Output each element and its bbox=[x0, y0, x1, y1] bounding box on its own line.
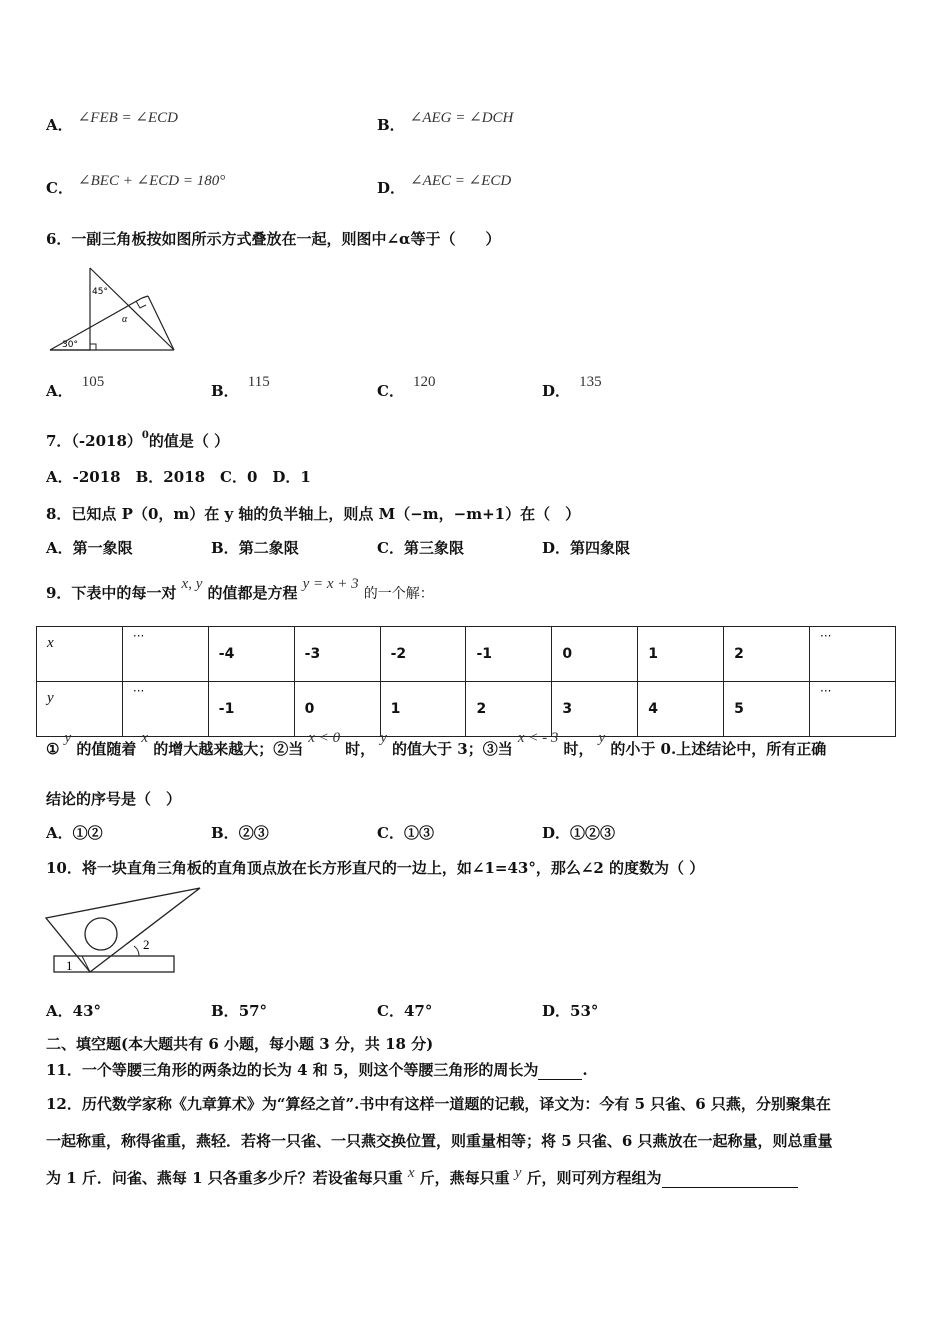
table-cell: 0 bbox=[552, 627, 638, 682]
table-row bbox=[37, 682, 896, 737]
table-row bbox=[37, 627, 896, 682]
q12-stem-line1: 12．历代数学家称《九章算术》为“算经之首”.书中有这样一道题的记载，译文为：今有 5 只雀、6 只燕，分别聚集在 bbox=[46, 1095, 831, 1113]
q5-option-d[interactable] bbox=[377, 173, 512, 198]
q6-option-d[interactable] bbox=[542, 374, 602, 401]
q9-variables: x, y bbox=[181, 576, 203, 592]
q9-option-b[interactable] bbox=[211, 822, 269, 843]
q9-stem-text-2: 的值都是方程 bbox=[207, 584, 298, 602]
table-cell: -1 bbox=[208, 682, 294, 737]
q7-stem-text: 7．（-2018） bbox=[46, 432, 142, 450]
q7-stem-tail: 的值是（ ） bbox=[148, 432, 230, 450]
option-value: 47° bbox=[403, 1002, 433, 1020]
option-expression: ∠BEC + ∠ECD = 180° bbox=[78, 173, 226, 189]
q12-stem-line2: 一起称重，称得雀重，燕轻．若将一只雀、一只燕交换位置，则重量相等；将 5 只雀、6 只燕放在一起称量，则总重量 bbox=[46, 1132, 833, 1150]
q10-option-a[interactable] bbox=[46, 1000, 101, 1021]
var-y: y bbox=[514, 1165, 522, 1181]
option-letter: B． bbox=[211, 824, 239, 842]
q9-equation: y = x + 3 bbox=[302, 576, 359, 592]
q12-text: 斤，燕每只重 bbox=[419, 1169, 510, 1187]
table-cell: 4 bbox=[638, 682, 724, 737]
q8-option-c[interactable] bbox=[377, 537, 464, 558]
option-value: 第四象限 bbox=[570, 539, 631, 557]
condition-expr: x < - 3 bbox=[517, 730, 559, 746]
q10-option-b[interactable] bbox=[211, 1000, 267, 1021]
table-cell: ··· bbox=[810, 627, 896, 682]
angle-30-label: 30° bbox=[62, 340, 78, 350]
q11-stem-tail: . bbox=[582, 1061, 588, 1079]
alpha-label: α bbox=[122, 314, 128, 325]
q6-option-a[interactable] bbox=[46, 374, 105, 401]
statement-text: 的增大越来越大；②当 bbox=[153, 740, 304, 758]
option-letter: B． bbox=[211, 382, 239, 400]
q5-option-a[interactable] bbox=[46, 110, 178, 135]
q9-stem-line2: 结论的序号是（ ） bbox=[46, 790, 182, 808]
option-letter: A． bbox=[46, 824, 73, 842]
table-cell: ··· bbox=[810, 682, 896, 737]
q7-exponent: 0 bbox=[141, 430, 149, 441]
option-letter: D． bbox=[542, 1002, 571, 1020]
table-cell: 1 bbox=[638, 627, 724, 682]
answer-blank[interactable] bbox=[662, 1168, 798, 1188]
statement-text: 的值随着 bbox=[76, 740, 137, 758]
option-value: ②③ bbox=[238, 824, 269, 842]
option-value: 第三象限 bbox=[403, 539, 464, 557]
q8-option-b[interactable] bbox=[211, 537, 299, 558]
var-x: x bbox=[141, 730, 149, 746]
q10-option-d[interactable] bbox=[542, 1000, 598, 1021]
option-letter: A． bbox=[46, 539, 73, 557]
table-cell: 2 bbox=[724, 627, 810, 682]
option-value: 43° bbox=[72, 1002, 102, 1020]
q10-ruler-triangle-figure bbox=[44, 886, 204, 976]
table-cell: -3 bbox=[294, 627, 380, 682]
option-value: 53° bbox=[570, 1002, 599, 1020]
q5-option-b[interactable] bbox=[377, 110, 514, 135]
q9-option-a[interactable] bbox=[46, 822, 103, 843]
q12-stem-line3 bbox=[46, 1167, 798, 1188]
table-cell: 1 bbox=[380, 682, 466, 737]
q11-stem bbox=[46, 1059, 588, 1080]
q9-stem-tail: 的一个解： bbox=[363, 586, 434, 602]
option-letter: D． bbox=[377, 179, 406, 197]
q9-stem-text: 9．下表中的每一对 bbox=[46, 584, 177, 602]
q7-stem bbox=[46, 430, 229, 451]
q6-stem: 6．一副三角板按如图所示方式叠放在一起，则图中∠α等于（ ） bbox=[46, 230, 501, 248]
q10-stem: 10．将一块直角三角板的直角顶点放在长方形直尺的一边上，如∠1=43°，那么∠2 的度数为（ ） bbox=[46, 859, 705, 877]
angle-2-label: 2 bbox=[143, 937, 150, 952]
section-2-title: 二、填空题(本大题共有 6 小题，每小题 3 分，共 18 分) bbox=[46, 1035, 434, 1053]
q7-options[interactable]: A．-2018 B．2018 C．0 D．1 bbox=[46, 468, 311, 486]
option-letter: C． bbox=[377, 1002, 404, 1020]
table-cell: -2 bbox=[380, 627, 466, 682]
statement-text: 时， bbox=[345, 740, 376, 758]
var-y: y bbox=[598, 730, 606, 746]
condition-expr: x < 0 bbox=[308, 730, 341, 746]
var-y: y bbox=[64, 730, 72, 746]
q8-option-a[interactable] bbox=[46, 537, 133, 558]
option-value: 第二象限 bbox=[238, 539, 299, 557]
option-expression: ∠AEG = ∠DCH bbox=[409, 110, 514, 126]
table-cell: ··· bbox=[122, 682, 208, 737]
q5-option-c[interactable] bbox=[46, 173, 226, 198]
answer-blank[interactable] bbox=[538, 1061, 582, 1080]
option-value: ①② bbox=[72, 824, 103, 842]
option-value: 第一象限 bbox=[72, 539, 133, 557]
q6-triangles-figure bbox=[46, 266, 178, 354]
option-expression: ∠AEC = ∠ECD bbox=[410, 173, 512, 189]
option-letter: C． bbox=[46, 179, 73, 197]
angle-1-label: 1 bbox=[66, 958, 73, 973]
q12-text: 为 1 斤．问雀、燕每 1 只各重多少斤？若设雀每只重 bbox=[46, 1169, 403, 1187]
q8-option-d[interactable] bbox=[542, 537, 630, 558]
option-letter: A． bbox=[46, 1002, 73, 1020]
q9-option-d[interactable] bbox=[542, 822, 615, 843]
statement-marker: ① bbox=[46, 740, 60, 758]
option-letter: B． bbox=[211, 539, 239, 557]
option-value: 115 bbox=[247, 374, 270, 390]
table-cell: -4 bbox=[208, 627, 294, 682]
var-y: y bbox=[380, 730, 387, 746]
q9-stem bbox=[46, 576, 434, 603]
table-cell: 5 bbox=[724, 682, 810, 737]
table-header-x: x bbox=[37, 627, 123, 682]
option-value: 120 bbox=[413, 374, 436, 390]
q9-values-table bbox=[36, 626, 896, 737]
option-expression: ∠FEB = ∠ECD bbox=[77, 110, 178, 126]
table-cell: 2 bbox=[466, 682, 552, 737]
q8-stem: 8．已知点 P（0，m）在 y 轴的负半轴上，则点 M（−m，−m+1）在（ ） bbox=[46, 505, 581, 523]
q9-statements bbox=[46, 730, 827, 759]
option-value: ①②③ bbox=[570, 824, 616, 842]
q10-option-c[interactable] bbox=[377, 1000, 432, 1021]
table-cell: ··· bbox=[122, 627, 208, 682]
option-letter: A． bbox=[46, 116, 73, 134]
statement-text: 的小于 0.上述结论中，所有正确 bbox=[610, 740, 827, 758]
q6-option-b[interactable] bbox=[211, 374, 270, 401]
table-header-y: y bbox=[37, 682, 123, 737]
option-value: ①③ bbox=[403, 824, 434, 842]
q11-stem-text: 11．一个等腰三角形的两条边的长为 4 和 5，则这个等腰三角形的周长为 bbox=[46, 1061, 539, 1079]
angle-45-label: 45° bbox=[92, 287, 108, 297]
option-letter: A． bbox=[46, 382, 73, 400]
statement-text: 时， bbox=[563, 740, 594, 758]
option-letter: C． bbox=[377, 824, 404, 842]
option-letter: D． bbox=[542, 539, 571, 557]
q12-text: 斤，则可列方程组为 bbox=[526, 1169, 662, 1187]
option-value: 135 bbox=[579, 374, 602, 390]
q6-option-c[interactable] bbox=[377, 374, 436, 401]
option-letter: D． bbox=[542, 824, 571, 842]
option-letter: C． bbox=[377, 539, 404, 557]
statement-text: 的值大于 3；③当 bbox=[392, 740, 513, 758]
table-cell: -1 bbox=[466, 627, 552, 682]
q9-option-c[interactable] bbox=[377, 822, 434, 843]
table-cell: 0 bbox=[294, 682, 380, 737]
option-letter: C． bbox=[377, 382, 404, 400]
option-letter: D． bbox=[542, 382, 571, 400]
option-value: 57° bbox=[238, 1002, 268, 1020]
table-cell: 3 bbox=[552, 682, 638, 737]
option-letter: B． bbox=[211, 1002, 239, 1020]
option-letter: B． bbox=[377, 116, 405, 134]
option-value: 105 bbox=[81, 374, 105, 390]
var-x: x bbox=[407, 1165, 415, 1181]
